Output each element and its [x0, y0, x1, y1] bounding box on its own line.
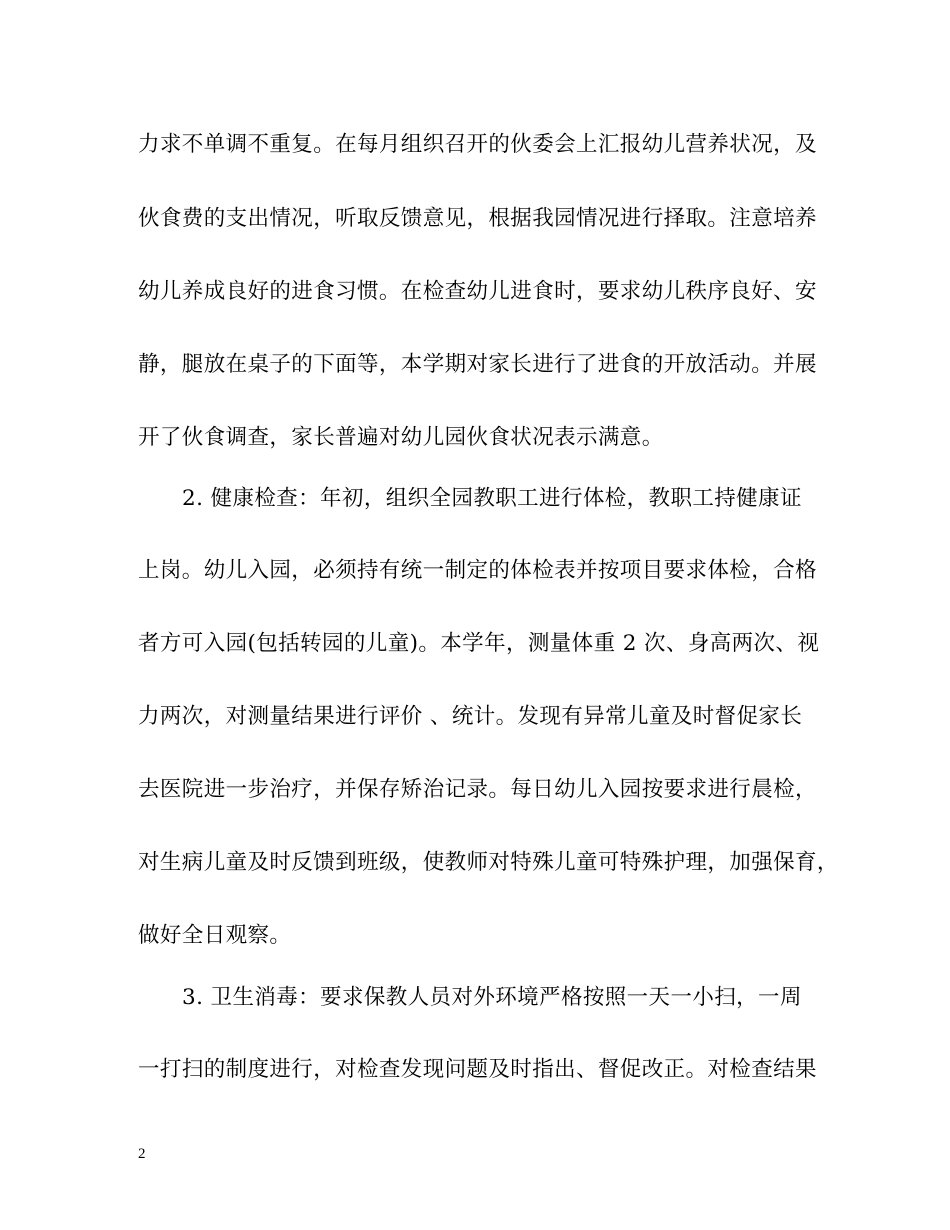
- text-line: 幼儿养成良好的进食习惯。在检查幼儿进食时，要求幼儿秩序良好、安: [138, 279, 817, 304]
- text-line: 去医院进一步治疗，并保存矫治记录。每日幼儿入园按要求进行晨检，: [138, 777, 817, 802]
- text-line: 一打扫的制度进行，对检查发现问题及时指出、督促改正。对检查结果: [138, 1057, 817, 1082]
- text-line: 力两次，对测量结果进行评价 、统计。发现有异常儿童及时督促家长: [138, 704, 803, 729]
- text-line: 开了伙食调查，家长普遍对幼儿园伙食状况表示满意。: [138, 425, 664, 450]
- text-line: 上岗。幼儿入园，必须持有统一制定的体检表并按项目要求体检，合格: [138, 558, 817, 583]
- text-line: 对生病儿童及时反馈到班级，使教师对特殊儿童可特殊护理，加强保育，: [138, 850, 839, 875]
- text-line: 静，腿放在桌子的下面等，本学期对家长进行了进食的开放活动。并展: [138, 352, 817, 377]
- paragraph-heading-line: 2. 健康检查：年初，组织全园教职工进行体检，教职工持健康证: [182, 486, 802, 511]
- text-line: 力求不单调不重复。在每月组织召开的伙委会上汇报幼儿营养状况，及: [138, 132, 817, 157]
- text-line: 者方可入园(包括转园的儿童)。本学年，测量体重 2 次、身高两次、视: [138, 631, 820, 656]
- text-line: 做好全日观察。: [138, 923, 292, 948]
- page-number: 2: [138, 1146, 146, 1162]
- paragraph-heading-line: 3. 卫生消毒：要求保教人员对外环境严格按照一天一小扫，一周: [182, 985, 802, 1010]
- text-line: 伙食费的支出情况，听取反馈意见，根据我园情况进行择取。注意培养: [138, 206, 817, 231]
